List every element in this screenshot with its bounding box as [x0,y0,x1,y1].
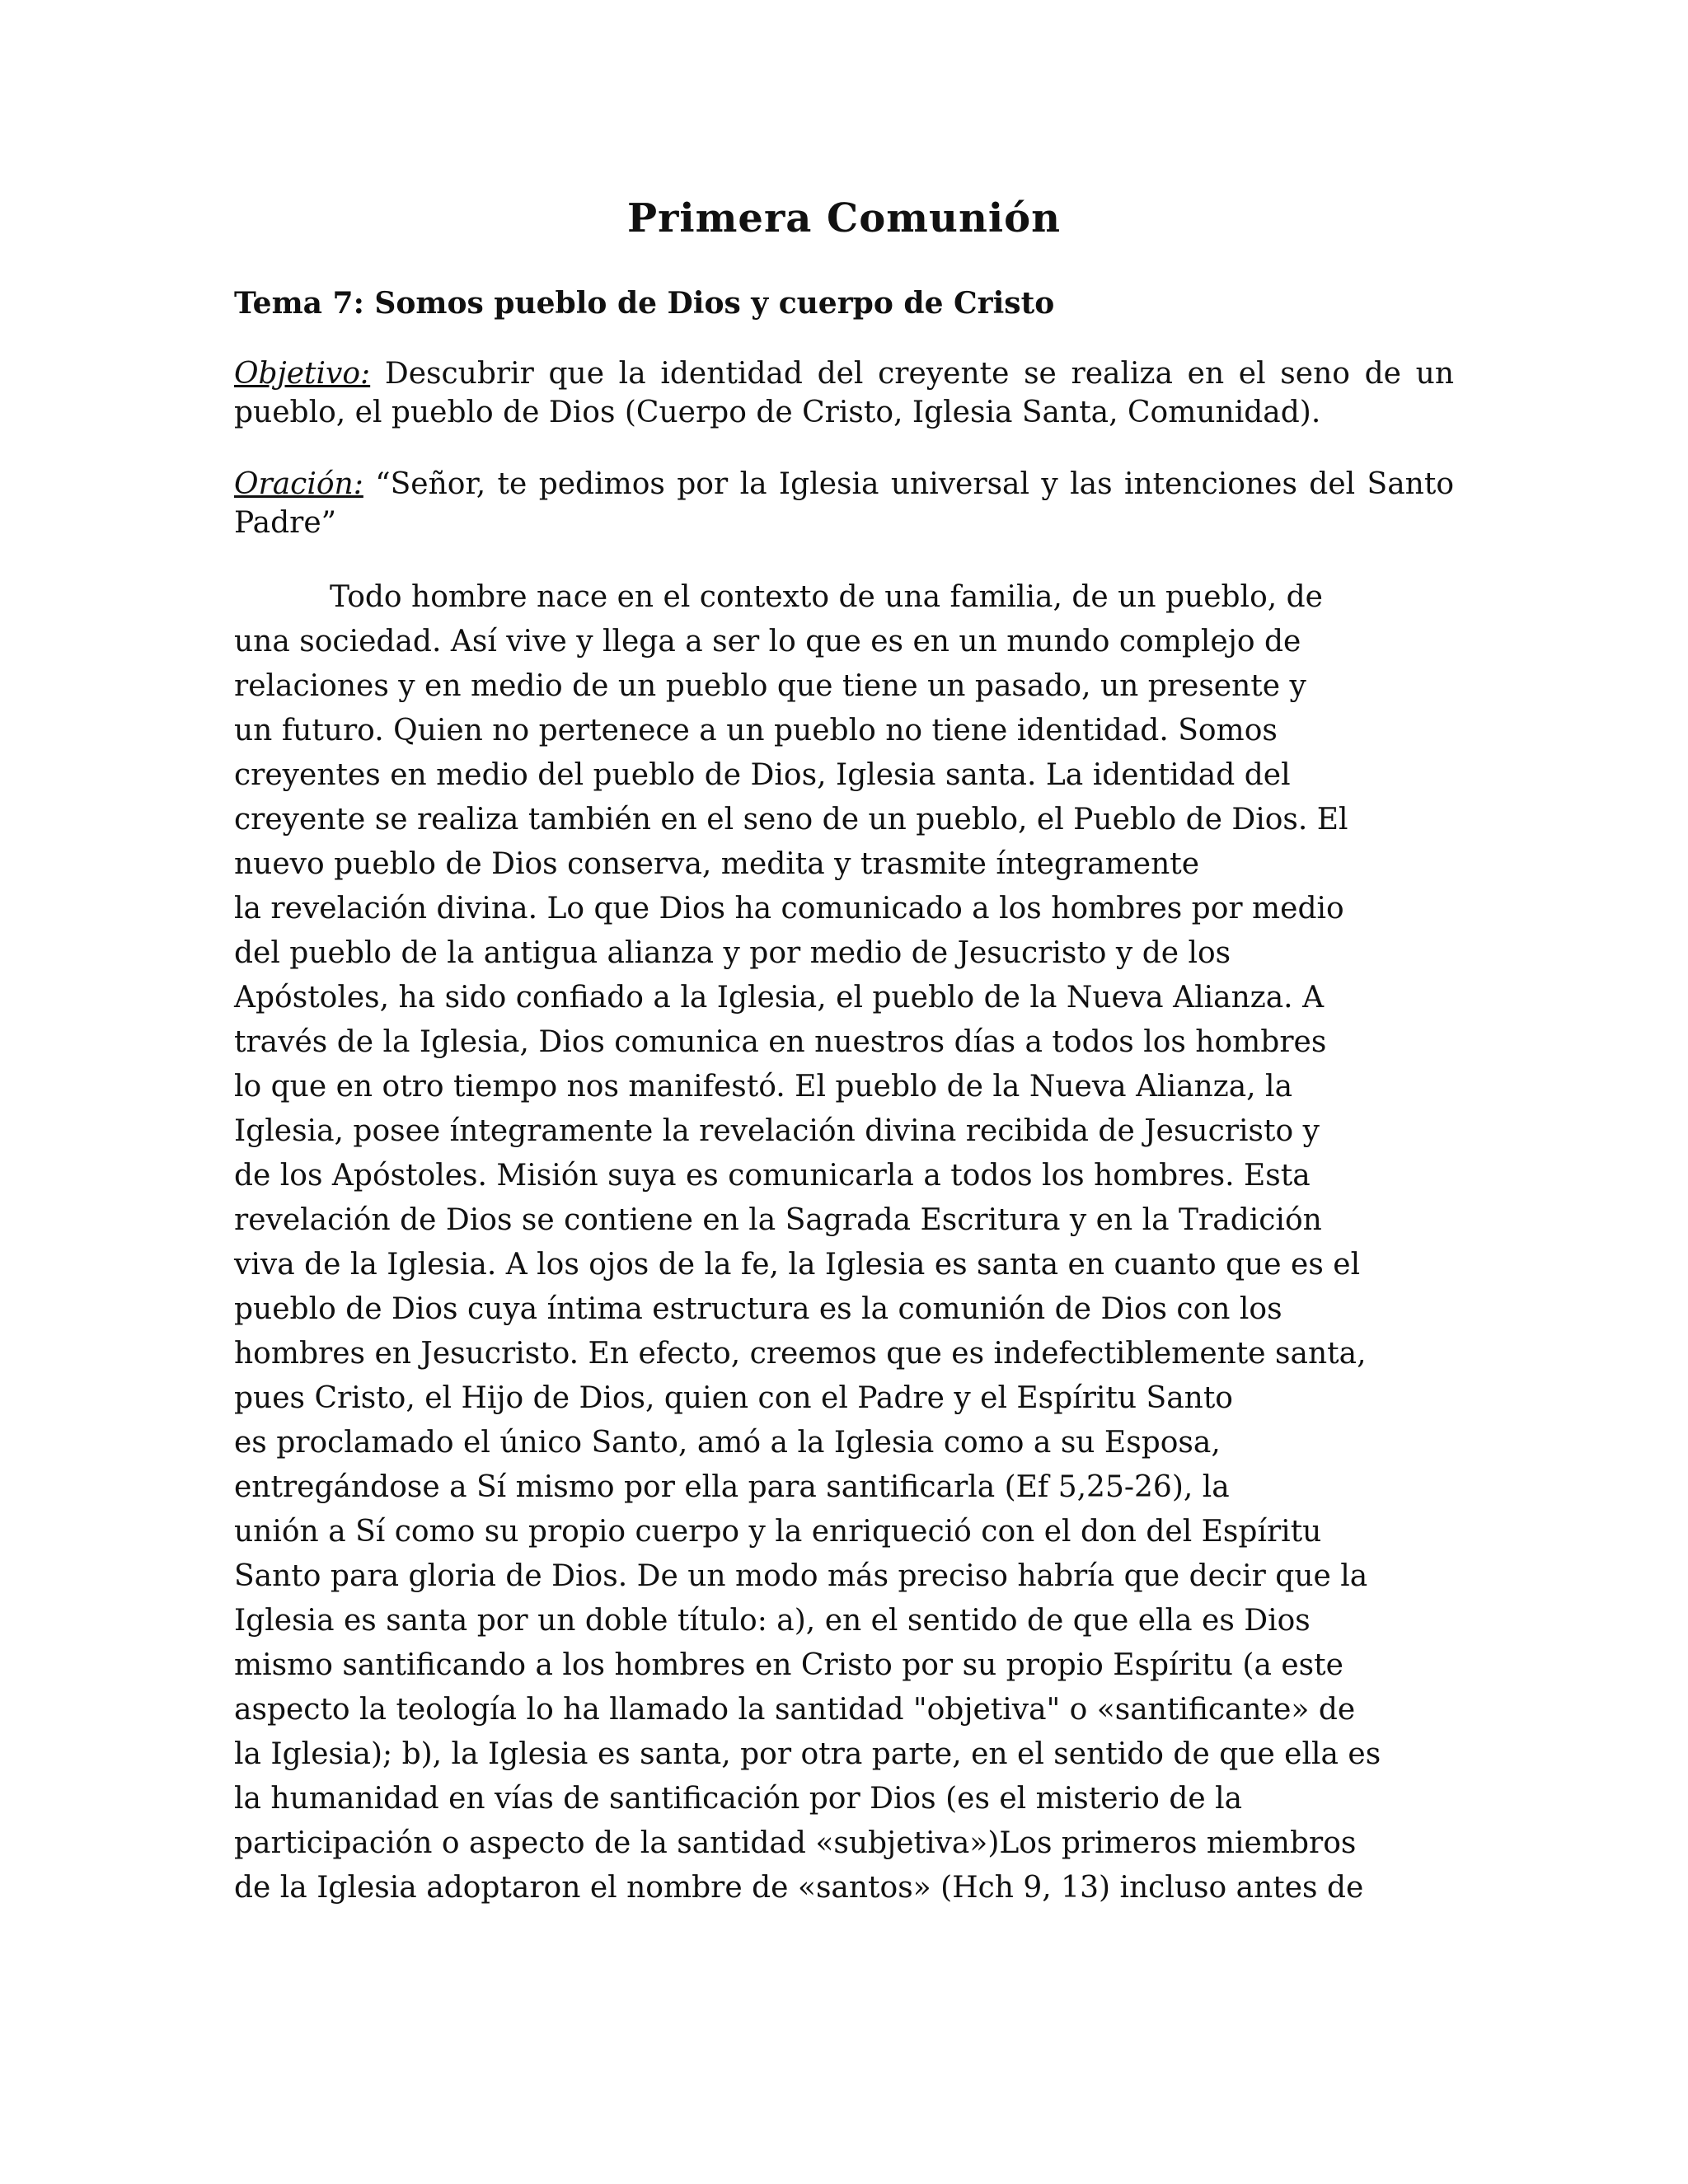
body-line: de la Iglesia adoptaron el nombre de «santos» (Hch 9, 13) incluso antes de [234,1871,1364,1905]
prayer-label: Oración: [234,467,363,501]
body-line: Iglesia, posee íntegramente la revelación divina recibida de Jesucristo y [234,1114,1320,1148]
body-line: Iglesia es santa por un doble título: a), en el sentido de que ella es Dios [234,1604,1311,1638]
prayer-text: “Señor, te pedimos por la Iglesia universal y las intenciones del Santo Padre” [234,467,1454,540]
body-line: relaciones y en medio de un pueblo que tiene un pasado, un presente y [234,669,1306,703]
body-text [234,575,1454,1910]
objective-text: Descubrir que la identidad del creyente se realiza en el seno de un pueblo, el pueblo de Dios (Cuerpo de Cristo, Iglesia Santa, Comunidad). [234,357,1454,429]
body-line: la humanidad en vías de santificación por Dios (es el misterio de la [234,1782,1243,1816]
body-line: creyentes en medio del pueblo de Dios, Iglesia santa. La identidad del [234,758,1291,792]
body-line: revelación de Dios se contiene en la Sagrada Escritura y en la Tradición [234,1203,1322,1237]
body-line: Todo hombre nace en el contexto de una familia, de un pueblo, de [330,580,1323,614]
page-title: Primera Comunión [627,195,1061,241]
body-line: pueblo de Dios cuya íntima estructura es la comunión de Dios con los [234,1292,1282,1326]
body-line: pues Cristo, el Hijo de Dios, quien con el Padre y el Espíritu Santo [234,1381,1233,1415]
body-line: de los Apóstoles. Misión suya es comunicarla a todos los hombres. Esta [234,1159,1311,1193]
body-line: lo que en otro tiempo nos manifestó. El pueblo de la Nueva Alianza, la [234,1070,1293,1104]
objective-paragraph [234,354,1454,432]
body-line: una sociedad. Así vive y llega a ser lo que es en un mundo complejo de [234,625,1301,658]
body-line: viva de la Iglesia. A los ojos de la fe, la Iglesia es santa en cuanto que es el [234,1248,1361,1282]
body-line: aspecto la teología lo ha llamado la santidad "objetiva" o «santificante» de [234,1693,1356,1727]
body-line: participación o aspecto de la santidad «subjetiva»)Los primeros miembros [234,1826,1357,1860]
body-line: es proclamado el único Santo, amó a la Iglesia como a su Esposa, [234,1426,1221,1460]
body-line: Santo para gloria de Dios. De un modo más preciso habría que decir que la [234,1559,1368,1593]
body-line: la Iglesia); b), la Iglesia es santa, por otra parte, en el sentido de que ella es [234,1737,1381,1771]
body-line: nuevo pueblo de Dios conserva, medita y trasmite íntegramente [234,847,1200,881]
body-line: del pueblo de la antigua alianza y por medio de Jesucristo y de los [234,936,1231,970]
lesson-title: Tema 7: Somos pueblo de Dios y cuerpo de Cristo [234,286,1055,321]
body-line: hombres en Jesucristo. En efecto, creemos que es indefectiblemente santa, [234,1337,1367,1371]
prayer-paragraph [234,465,1454,542]
body-line: Apóstoles, ha sido confiado a la Iglesia, el pueblo de la Nueva Alianza. A [234,981,1325,1015]
body-line: unión a Sí como su propio cuerpo y la enriqueció con el don del Espíritu [234,1515,1322,1549]
body-line: entregándose a Sí mismo por ella para santificarla (Ef 5,25-26), la [234,1470,1230,1504]
objective-label: Objetivo: [234,357,371,391]
body-line: la revelación divina. Lo que Dios ha comunicado a los hombres por medio [234,892,1344,926]
body-line: un futuro. Quien no pertenece a un pueblo no tiene identidad. Somos [234,714,1278,748]
body-line: través de la Iglesia, Dios comunica en nuestros días a todos los hombres [234,1025,1327,1059]
document-content [234,194,1454,1910]
body-line: mismo santificando a los hombres en Cristo por su propio Espíritu (a este [234,1648,1343,1682]
body-line: creyente se realiza también en el seno de un pueblo, el Pueblo de Dios. El [234,803,1348,837]
